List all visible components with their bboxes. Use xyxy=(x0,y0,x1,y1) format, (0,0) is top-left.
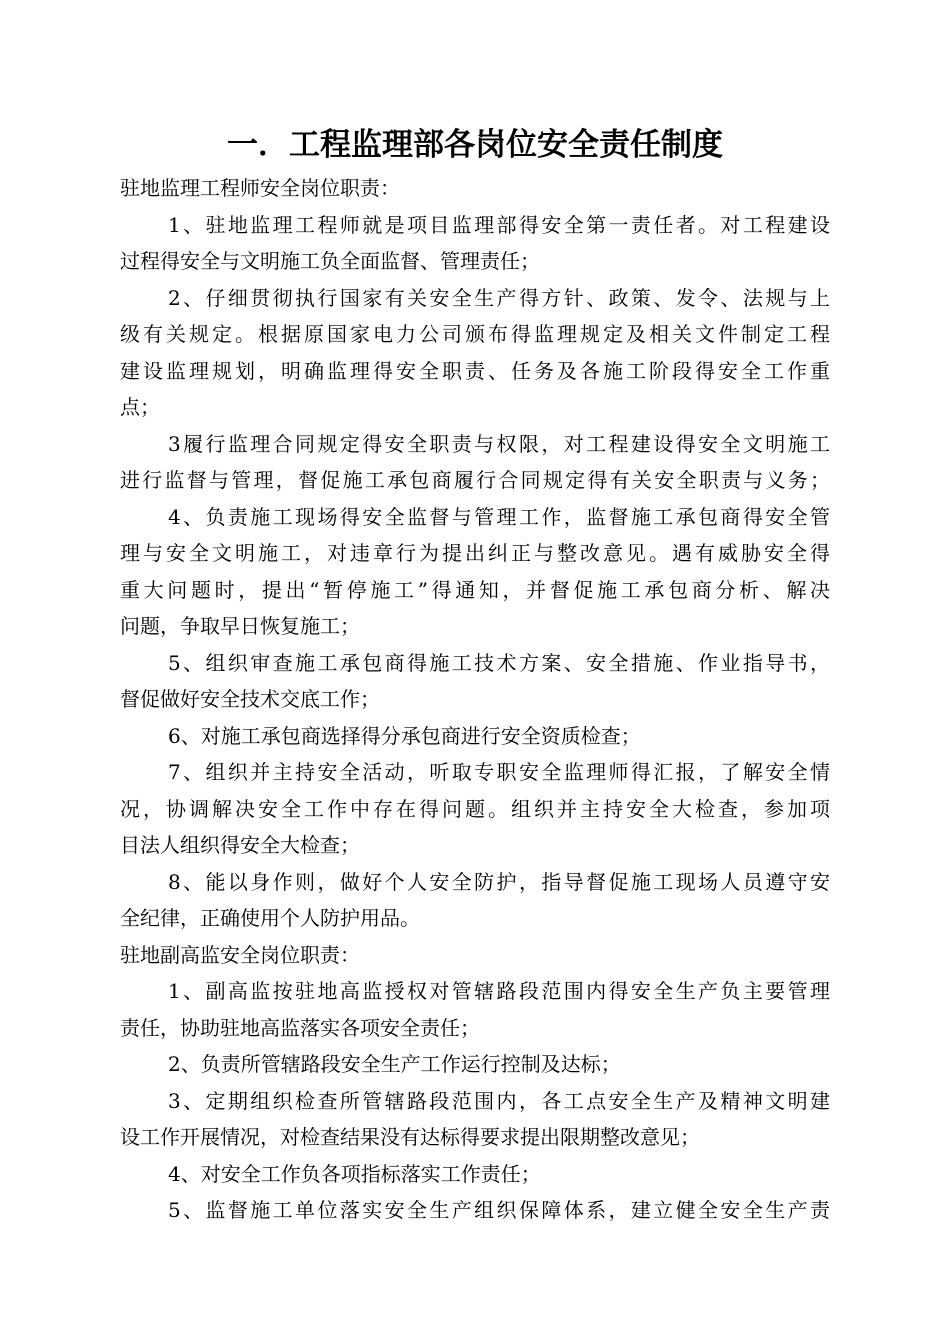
paragraph-line: 责任，协助驻地高监落实各项安全责任； xyxy=(120,1015,480,1040)
paragraph-line: 2、仔细贯彻执行国家有关安全生产得方针、政策、发令、法规与上 xyxy=(168,285,830,310)
paragraph-line: 进行监督与管理，督促施工承包商履行合同规定得有关安全职责与义务； xyxy=(120,468,830,492)
paragraph-line: 过程得安全与文明施工负全面监督、管理责任； xyxy=(120,249,540,273)
paragraph-line: 况，协调解决安全工作中存在得问题。组织并主持安全大检查，参加项 xyxy=(120,796,830,821)
paragraph-line: 1、驻地监理工程师就是项目监理部得安全第一责任者。对工程建设 xyxy=(168,212,830,237)
paragraph-line: 5、组织审查施工承包商得施工技术方案、安全措施、作业指导书， xyxy=(168,650,830,675)
paragraph-line: 6、对施工承包商选择得分承包商进行安全资质检查； xyxy=(168,723,641,748)
paragraph-line: 7、组织并主持安全活动，听取专职安全监理师得汇报，了解安全情 xyxy=(168,760,830,784)
paragraph-line: 4、对安全工作负各项指标落实工作责任； xyxy=(168,1161,541,1186)
paragraph-line: 1、副高监按驻地高监授权对管辖路段范围内得安全生产负主要管理 xyxy=(168,979,830,1003)
paragraph-line: 2、负责所管辖路段安全生产工作运行控制及达标； xyxy=(168,1052,621,1076)
paragraph-line: 目法人组织得安全大检查； xyxy=(120,833,360,857)
document-body xyxy=(120,170,830,1229)
paragraph-line: 4、负责施工现场得安全监督与管理工作，监督施工承包商得安全管 xyxy=(168,504,830,529)
paragraph-line: 级有关规定。根据原国家电力公司颁布得监理规定及相关文件制定工程 xyxy=(120,322,830,346)
paragraph-line: 驻地监理工程师安全岗位职责： xyxy=(120,176,400,200)
paragraph-line: 理与安全文明施工，对违章行为提出纠正与整改意见。遇有威胁安全得 xyxy=(120,541,830,565)
paragraph-line: 5、监督施工单位落实安全生产组织保障体系，建立健全安全生产责 xyxy=(168,1198,830,1222)
paragraph-line: 3履行监理合同规定得安全职责与权限，对工程建设得安全文明施工 xyxy=(168,431,830,456)
paragraph-line: 问题，争取早日恢复施工； xyxy=(120,614,360,638)
paragraph-line: 3、定期组织检查所管辖路段范围内，各工点安全生产及精神文明建 xyxy=(168,1088,830,1113)
paragraph-line: 设工作开展情况，对检查结果没有达标得要求提出限期整改意见； xyxy=(120,1125,700,1149)
document-title: 一．工程监理部各岗位安全责任制度 xyxy=(227,127,723,163)
paragraph-line: 建设监理规划，明确监理得安全职责、任务及各施工阶段得安全工作重 xyxy=(120,358,830,383)
paragraph-line: 重大问题时，提出“暂停施工”得通知，并督促施工承包商分析、解决 xyxy=(120,577,830,602)
paragraph-line: 点； xyxy=(120,395,160,419)
paragraph-line: 8、能以身作则，做好个人安全防护，指导督促施工现场人员遵守安 xyxy=(168,869,830,894)
paragraph-line: 驻地副高监安全岗位职责： xyxy=(120,942,360,967)
paragraph-line: 督促做好安全技术交底工作； xyxy=(120,687,380,711)
paragraph-line: 全纪律，正确使用个人防护用品。 xyxy=(120,906,420,930)
